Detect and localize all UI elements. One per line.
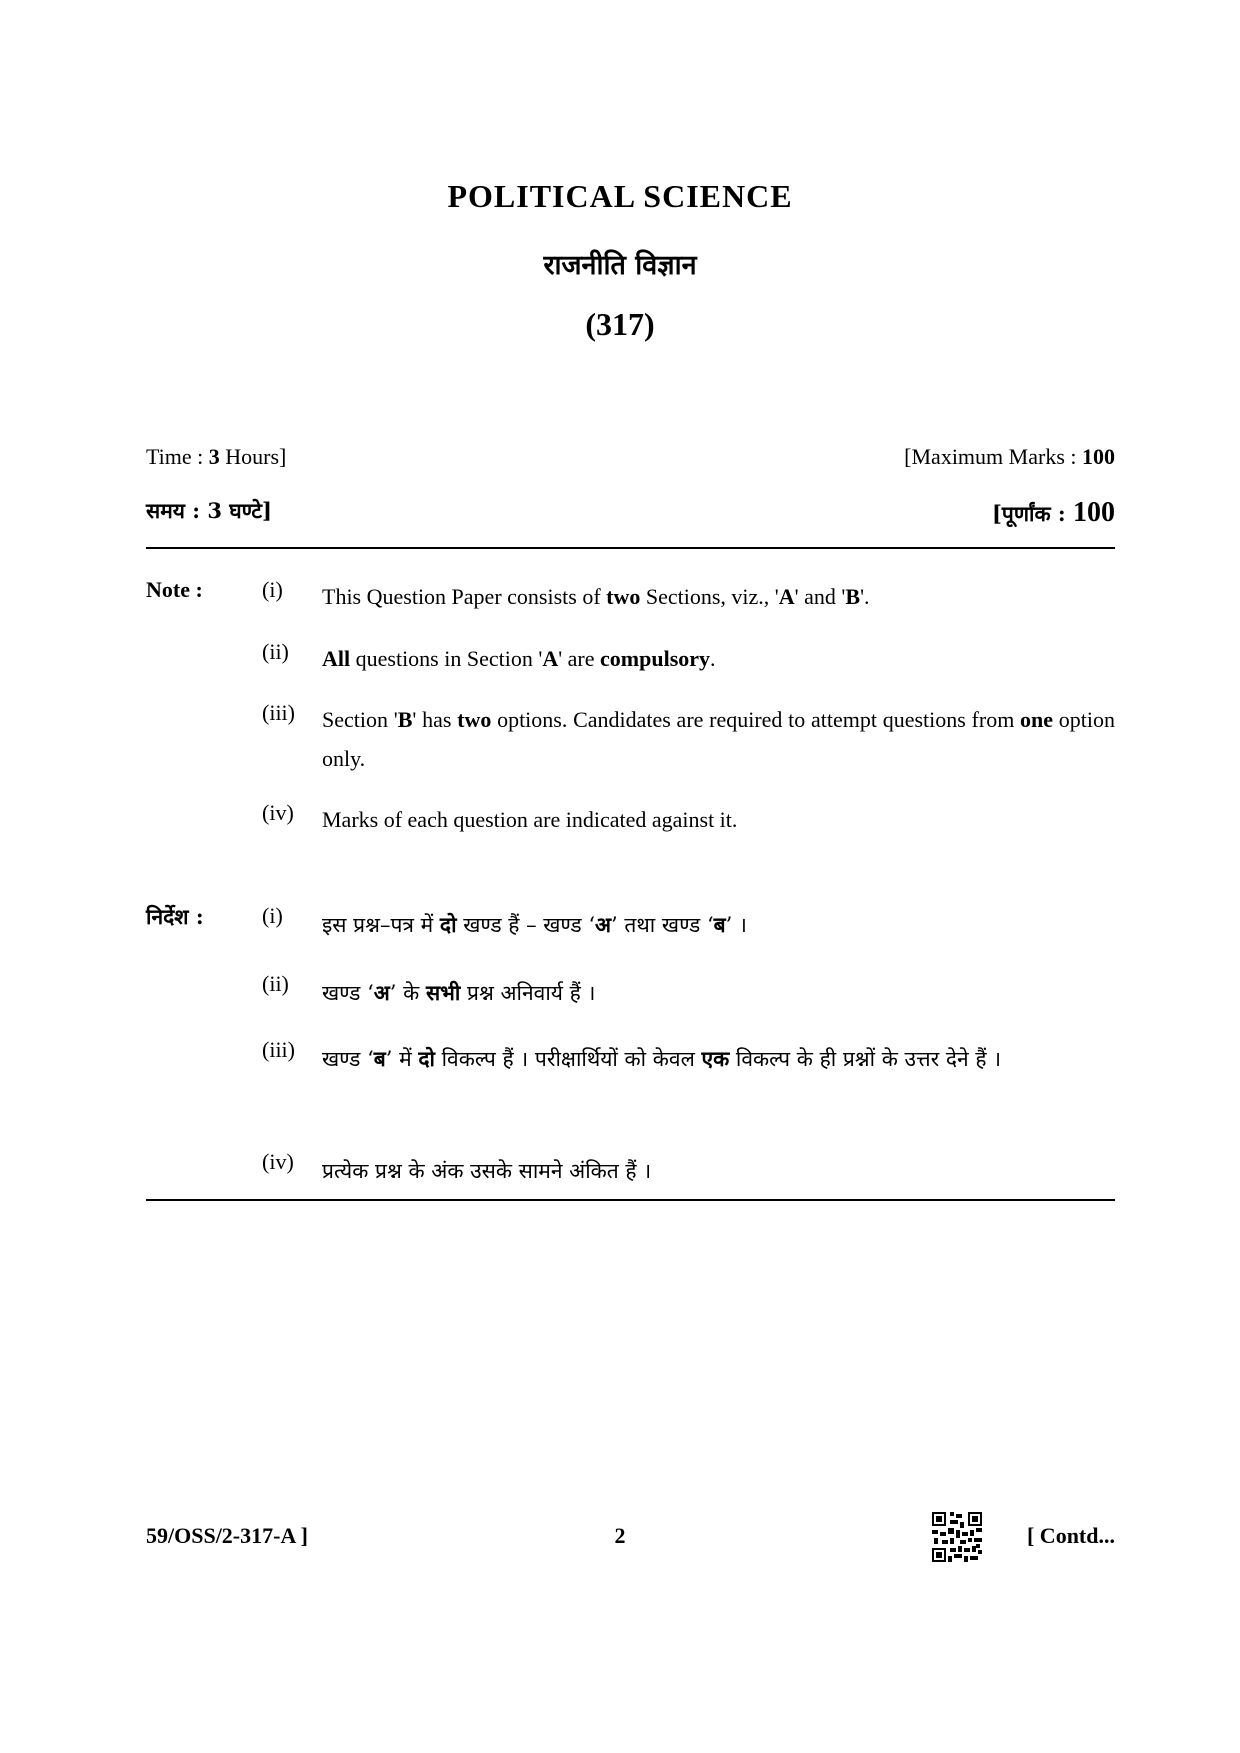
item-text: This Question Paper consists of two Sections, viz., 'A' and 'B'. [322, 584, 870, 609]
item-text: खण्ड ‘ब’ में दो विकल्प हैं । परीक्षार्थियों को केवल एक विकल्प के ही प्रश्नों के उत्तर देने हैं । [322, 1046, 1002, 1071]
max-marks-info: [Maximum Marks : 100 [904, 444, 1115, 469]
item-number: (ii) [262, 971, 289, 996]
continued-marker: [ Contd... [1026, 1523, 1115, 1548]
item-text: All questions in Section 'A' are compulsory. [322, 646, 716, 671]
item-text: Marks of each question are indicated against it. [322, 807, 738, 832]
page-number: 2 [614, 1523, 626, 1548]
max-marks-info-hindi: [पूर्णांक : 100 [992, 497, 1115, 528]
top-rule [146, 547, 1115, 549]
item-number: (i) [262, 903, 283, 928]
item-text: खण्ड ‘अ’ के सभी प्रश्न अनिवार्य हैं । [322, 980, 596, 1005]
item-number: (ii) [262, 639, 289, 664]
paper-title-hindi: राजनीति विज्ञान [543, 250, 697, 281]
item-text: प्रत्येक प्रश्न के अंक उसके सामने अंकित हैं । [322, 1159, 652, 1183]
paper-code-footer: 59/OSS/2-317-A ] [146, 1523, 308, 1548]
bottom-rule [146, 1199, 1115, 1201]
nirdesh-heading: निर्देश : [146, 904, 204, 929]
item-number: (iv) [262, 1149, 294, 1174]
paper-title: POLITICAL SCIENCE [447, 178, 793, 214]
item-text: इस प्रश्न–पत्र में दो खण्ड हैं – खण्ड ‘अ’ तथा खण्ड ‘ब’ । [322, 912, 747, 937]
time-info: Time : 3 Hours] [146, 444, 287, 469]
item-text: Section 'B' has two options. Candidates are required to attempt questions from one option only. [322, 707, 1115, 771]
qr-code-icon [932, 1512, 982, 1562]
note-heading: Note : [146, 577, 203, 602]
item-number: (i) [262, 577, 283, 602]
item-number: (iv) [262, 800, 294, 825]
subject-code: (317) [585, 306, 655, 342]
time-info-hindi: समय : 3 घण्टे] [146, 498, 272, 523]
item-number: (iii) [262, 1037, 295, 1062]
item-number: (iii) [262, 700, 295, 725]
